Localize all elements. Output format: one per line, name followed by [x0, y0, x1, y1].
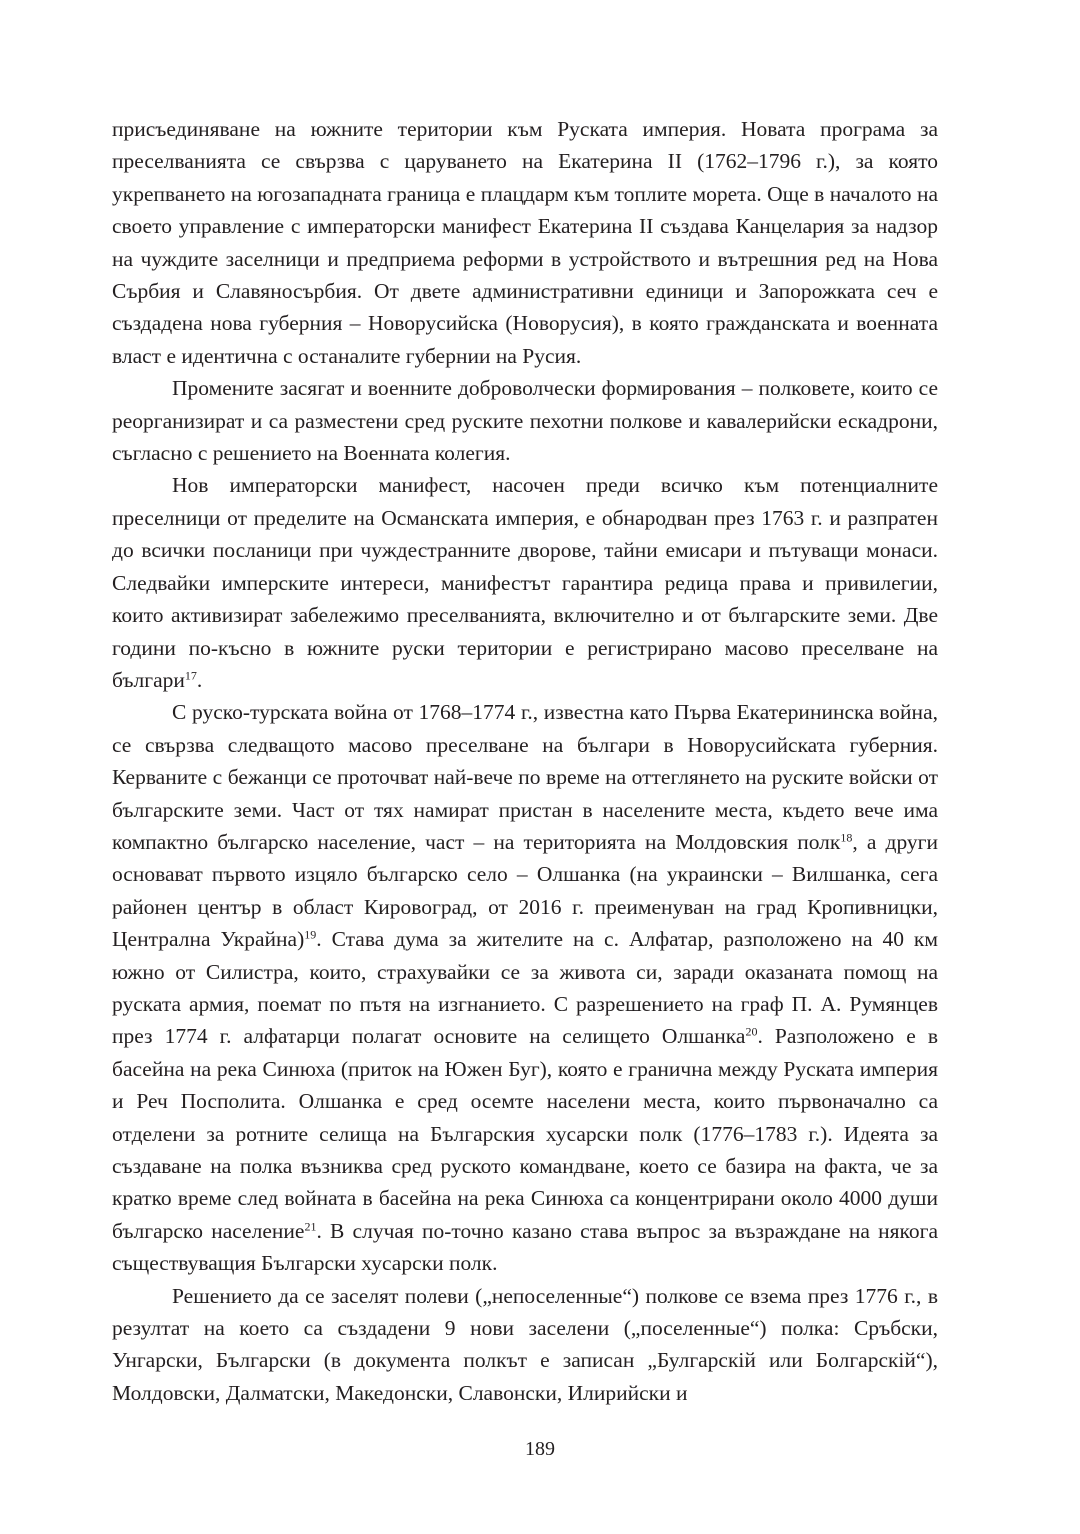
- footnote-ref[interactable]: 20: [745, 1024, 758, 1039]
- paragraph: Промените засягат и военните доброволчески формирования – полковете, които се реорганизират и са разместени сред руските пехотни полкове и кавалерийски ескадрони, съгласно с решението на Военната колегия.: [112, 376, 938, 466]
- paragraph: С руско-турската война от 1768–1774 г., известна като Първа Екатерининска война, се свързва следващото масово преселване на българи в Новорусийската губерния. Керваните с бежанци се проточват най-вече по време на оттеглянето на руските войски от българските земи. Част от тях намират пристан в населените места, където вече има компактно българско население, част – на територията на Молдовския полк$^{18}$, а други основават първото изцяло българско село – Олшанка (на украински – Вилшанка, сега районен център в област Кировоград, от 2016 г. преименуван на град Кропивницки, Централна Украйна)$^{19}$. Става дума за жителите на с. Алфатар, разположено на 40 км южно от Силистра, които, страхувайки се за живота си, заради оказаната помощ на руската армия, поемат по пътя на изгнанието. С разрешението на граф П. А. Румянцев през 1774 г. алфатарци полагат основите на селището Олшанка$^{20}$. Разположено е в басейна на река Синюха (приток на Южен Буг), която е гранична между Руската империя и Реч Посполита. Олшанка е сред осемте населени места, които първоначално са отделени за ротните селища на Българския хусарски полк (1776–1783 г.). Идеята за създаване на полка възниква сред руското командване, което се базира на факта, че за кратко време след войната в басейна на река Синюха са концентрирани около 4000 души българско население$^{21}$. В случая по-точно казано става въпрос за възраждане на някога съществуващия Български хусарски полк.: [112, 700, 938, 1276]
- footnote-ref[interactable]: 21: [304, 1219, 317, 1234]
- footnote-ref[interactable]: 17: [184, 668, 197, 683]
- paragraph: Нов императорски манифест, насочен преди всичко към потенциалните преселници от пределите на Османската империя, е обнародван през 1763 г. и разпратен до всички посланици при чуждестранните дворове, тайни емисари и пътуващи монаси. Следвайки имперските интереси, манифестът гарантира редица права и привилегии, които активизират забележимо преселванията, включително и от българските земи. Две години по-късно в южните руски територии е регистрирано масово преселване на българи$^{17}$.: [112, 473, 938, 692]
- paragraph: присъединяване на южните територии към Руската империя. Новата програма за преселванията се свързва с царуването на Екатерина II (1762–1796 г.), за която укрепването на югозападната граница е плацдарм към топлите морета. Още в началото на своето управление с императорски манифест Екатерина II създава Канцелария за надзор на чуждите заселници и предприема реформи в устройството и вътрешния ред на Нова Сърбия и Славяносърбия. От двете административни единици и Запорожката сеч е създадена нова губерния – Новорусийска (Новорусия), в която гражданската и военната власт е идентична с останалите губернии на Русия.: [112, 117, 938, 368]
- footnote-ref[interactable]: 18: [840, 830, 853, 845]
- page-number: 189: [525, 1438, 555, 1460]
- footnote-ref[interactable]: 19: [304, 927, 317, 942]
- body-text: [112, 113, 938, 1409]
- paragraph: Решението да се заселят полеви („непоселенные“) полкове се взема през 1776 г., в резултат на което са създадени 9 нови заселени („поселенные“) полка: Сръбски, Унгарски, Български (в документа полкът е записан „Булгарскій или Болгарскій“), Молдовски, Далматски, Македонски, Славонски, Илирийски и: [112, 1283, 938, 1405]
